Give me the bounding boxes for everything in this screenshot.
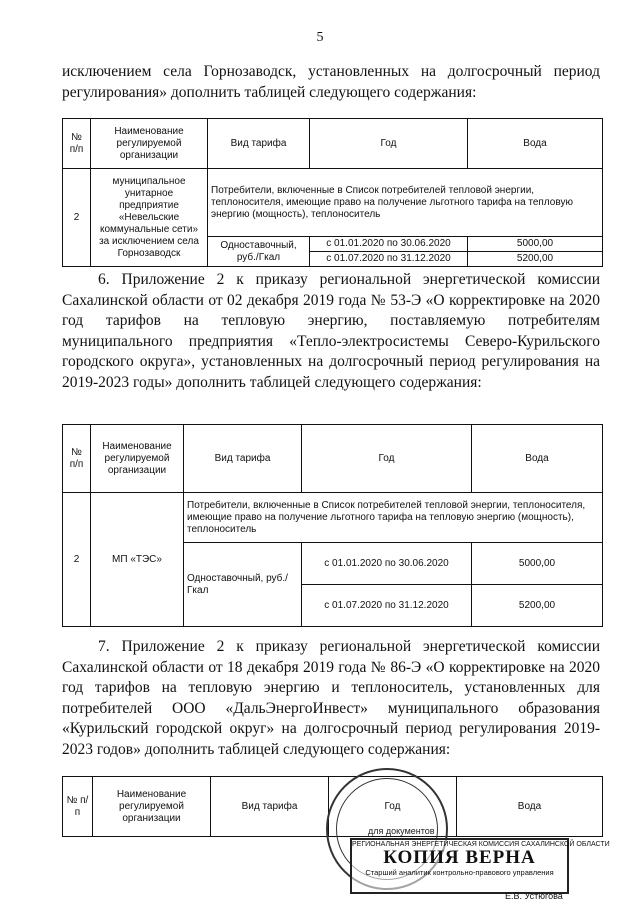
value-2: 5200,00 xyxy=(472,585,603,627)
copy-certified-stamp xyxy=(350,838,610,894)
header-num: № п/п xyxy=(63,425,91,493)
header-tariff: Вид тарифа xyxy=(211,777,329,837)
tariff-table-1 xyxy=(62,118,603,267)
org-name: МП «ТЭС» xyxy=(91,493,184,627)
paragraph-6 xyxy=(62,270,600,393)
period-1: с 01.01.2020 по 30.06.2020 xyxy=(310,237,468,252)
tariff-table-2 xyxy=(62,424,603,627)
consumers-text: Потребители, включенные в Список потребителей тепловой энергии, теплоносителя, имеющие право на получение льготного тарифа на тепловую энергию (мощность), теплоноситель xyxy=(184,493,603,543)
row-num: 2 xyxy=(63,169,91,267)
header-year: Год xyxy=(329,777,457,837)
header-tariff: Вид тарифа xyxy=(208,119,310,169)
header-num: № п/п xyxy=(63,119,91,169)
header-tariff: Вид тарифа xyxy=(184,425,302,493)
header-org: Наименование регулируемой организации xyxy=(91,425,184,493)
page-number: 5 xyxy=(316,30,324,45)
intro-paragraph: исключением села Горнозаводск, установленных на долгосрочный период регулирования» дополнить таблицей следующего содержания: xyxy=(62,63,600,101)
header-water: Вода xyxy=(472,425,603,493)
period-1: с 01.01.2020 по 30.06.2020 xyxy=(302,543,472,585)
header-water: Вода xyxy=(468,119,603,169)
period-2: с 01.07.2020 по 31.12.2020 xyxy=(302,585,472,627)
header-num: № п/п xyxy=(63,777,93,837)
stamp-top-line: РЕГИОНАЛЬНАЯ ЭНЕРГЕТИЧЕСКАЯ КОМИССИЯ САХАЛИНСКОЙ ОБЛАСТИ xyxy=(352,841,610,848)
value-1: 5000,00 xyxy=(472,543,603,585)
header-year: Год xyxy=(302,425,472,493)
stamp-partial-text: для документов xyxy=(368,826,435,836)
tariff-type: Одноставочный, руб./Гкал xyxy=(208,237,310,267)
paragraph-7 xyxy=(62,637,600,760)
period-2: с 01.07.2020 по 31.12.2020 xyxy=(310,252,468,267)
header-water: Вода xyxy=(457,777,603,837)
stamp-line-1: Старший аналитик контрольно-правового управления xyxy=(365,868,554,877)
value-2: 5200,00 xyxy=(468,252,603,267)
value-1: 5000,00 xyxy=(468,237,603,252)
paragraph-7-text: 7. Приложение 2 к приказу региональной энергетической комиссии Сахалинской области от 18 декабря 2019 года № 86-Э «О корректировке на 2020 год тарифов на тепловую энергию и теплоноситель, установленных для потребителей ООО «ДальЭнергоИнвест» муниципального образования «Курильский городской округ» на долгосрочный период регулирования 2019-2023 годов» дополнить таблицей следующего содержания: xyxy=(62,638,600,758)
paragraph-6-text: 6. Приложение 2 к приказу региональной энергетической комиссии Сахалинской области от 02 декабря 2019 года № 53-Э «О корректировке на 2020 год тарифов на тепловую энергию, поставляемую потребителям муниципального предприятия «Тепло-электросистемы Северо-Курильского городского округа», установленных на долгосрочный период регулирования на 2019-2023 годы» дополнить таблицей следующего содержания: xyxy=(62,271,600,391)
tariff-type: Одноставочный, руб./Гкал xyxy=(184,543,302,627)
consumers-text: Потребители, включенные в Список потребителей тепловой энергии, теплоносителя, имеющие право на получение льготного тарифа на тепловую энергию (мощность), теплоноситель xyxy=(208,169,603,237)
stamp-signatory: Е.В. Устюгова xyxy=(505,891,563,901)
row-num: 2 xyxy=(63,493,91,627)
stamp-title: КОПИЯ ВЕРНА xyxy=(383,847,536,868)
header-year: Год xyxy=(310,119,468,169)
org-name: муниципальное унитарное предприятие «Невельские коммунальные сети» за исключением села Горнозаводск xyxy=(91,169,208,267)
header-org: Наименование регулируемой организации xyxy=(91,119,208,169)
header-org: Наименование регулируемой организации xyxy=(93,777,211,837)
